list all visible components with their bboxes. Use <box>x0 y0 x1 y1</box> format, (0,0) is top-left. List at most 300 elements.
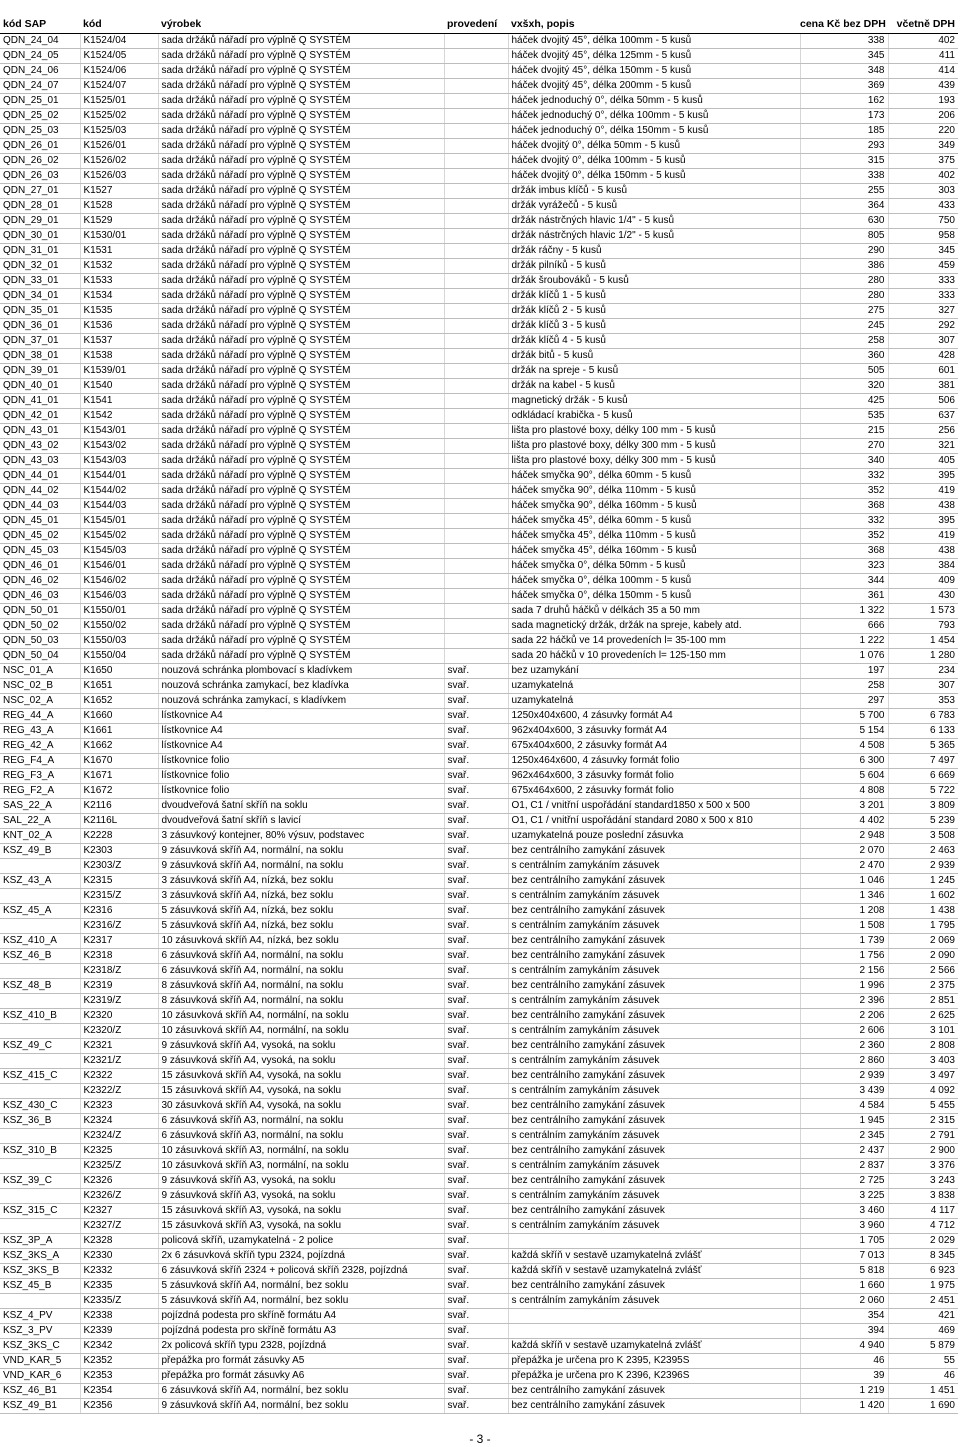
price-cell: 2 939 <box>800 1069 888 1084</box>
kod-cell: K2324/Z <box>80 1129 158 1144</box>
vyrobek-cell: sada držáků nářadí pro výplně Q SYSTÉM <box>158 49 444 64</box>
kod-cell: K1545/03 <box>80 544 158 559</box>
price-cell: 293 <box>800 139 888 154</box>
vyrobek-cell: lístkovnice folio <box>158 769 444 784</box>
provedeni-cell: svař. <box>444 1024 508 1039</box>
price-cell: 364 <box>800 199 888 214</box>
price-cell: 352 <box>800 484 888 499</box>
provedeni-cell: svař. <box>444 739 508 754</box>
kod-cell: K2116L <box>80 814 158 829</box>
kod-cell: K2319 <box>80 979 158 994</box>
vyrobek-cell: 10 zásuvková skříň A4, normální, na soklu <box>158 1024 444 1039</box>
provedeni-cell: svař. <box>444 889 508 904</box>
kod-sap-cell: NSC_01_A <box>0 664 80 679</box>
vyrobek-cell: sada držáků nářadí pro výplně Q SYSTÉM <box>158 259 444 274</box>
price-vat-cell: 958 <box>888 229 958 244</box>
price-vat-cell: 1 795 <box>888 919 958 934</box>
price-cell: 2 345 <box>800 1129 888 1144</box>
popis-cell: s centrálním zamykáním zásuvek <box>508 1159 800 1174</box>
price-cell: 297 <box>800 694 888 709</box>
kod-sap-cell: KSZ_310_B <box>0 1144 80 1159</box>
provedeni-cell <box>444 319 508 334</box>
popis-cell: bez centrálního zamykání zásuvek <box>508 1009 800 1024</box>
kod-cell: K1543/01 <box>80 424 158 439</box>
kod-cell: K1550/01 <box>80 604 158 619</box>
table-row <box>0 349 958 364</box>
table-row <box>0 814 958 829</box>
popis-cell: bez centrálního zamykání zásuvek <box>508 904 800 919</box>
price-vat-cell: 637 <box>888 409 958 424</box>
popis-cell: držák nástrčných hlavic 1/2" - 5 kusů <box>508 229 800 244</box>
price-vat-cell: 2 939 <box>888 859 958 874</box>
kod-cell: K2335 <box>80 1279 158 1294</box>
table-row <box>0 994 958 1009</box>
provedeni-cell: svař. <box>444 814 508 829</box>
kod-sap-cell: KSZ_410_A <box>0 934 80 949</box>
kod-sap-cell: QDN_50_01 <box>0 604 80 619</box>
table-row <box>0 49 958 64</box>
table-row <box>0 664 958 679</box>
price-cell: 2 837 <box>800 1159 888 1174</box>
provedeni-cell <box>444 289 508 304</box>
kod-sap-cell: KSZ_43_A <box>0 874 80 889</box>
provedeni-cell <box>444 394 508 409</box>
kod-sap-cell: REG_F3_A <box>0 769 80 784</box>
vyrobek-cell: 6 zásuvková skříň A4, normální, bez soklu <box>158 1384 444 1399</box>
popis-cell: háček smyčka 90°, délka 60mm - 5 kusů <box>508 469 800 484</box>
kod-cell: K1662 <box>80 739 158 754</box>
kod-sap-cell: QDN_44_02 <box>0 484 80 499</box>
price-cell: 4 508 <box>800 739 888 754</box>
kod-sap-cell: QDN_38_01 <box>0 349 80 364</box>
popis-cell: bez centrálního zamykání zásuvek <box>508 1144 800 1159</box>
vyrobek-cell: pojízdná podesta pro skříně formátu A4 <box>158 1309 444 1324</box>
popis-cell: bez centrálního zamykání zásuvek <box>508 1099 800 1114</box>
price-cell: 2 206 <box>800 1009 888 1024</box>
kod-cell: K2321 <box>80 1039 158 1054</box>
provedeni-cell: svař. <box>444 1129 508 1144</box>
price-cell: 348 <box>800 64 888 79</box>
price-vat-cell: 395 <box>888 514 958 529</box>
price-cell: 2 060 <box>800 1294 888 1309</box>
provedeni-cell <box>444 469 508 484</box>
table-row <box>0 844 958 859</box>
kod-cell: K2327/Z <box>80 1219 158 1234</box>
price-cell: 4 808 <box>800 784 888 799</box>
kod-sap-cell <box>0 1159 80 1174</box>
table-row <box>0 274 958 289</box>
price-cell: 185 <box>800 124 888 139</box>
vyrobek-cell: sada držáků nářadí pro výplně Q SYSTÉM <box>158 469 444 484</box>
kod-cell: K1661 <box>80 724 158 739</box>
table-row <box>0 1324 958 1339</box>
vyrobek-cell: sada držáků nářadí pro výplně Q SYSTÉM <box>158 139 444 154</box>
kod-cell: K1532 <box>80 259 158 274</box>
provedeni-cell <box>444 34 508 49</box>
table-row <box>0 124 958 139</box>
table-row <box>0 1084 958 1099</box>
kod-cell: K1539/01 <box>80 364 158 379</box>
price-vat-cell: 439 <box>888 79 958 94</box>
table-row <box>0 109 958 124</box>
provedeni-cell: svař. <box>444 1279 508 1294</box>
popis-cell: bez centrálního zamykání zásuvek <box>508 1039 800 1054</box>
popis-cell: s centrálním zamykáním zásuvek <box>508 1294 800 1309</box>
provedeni-cell: svař. <box>444 1054 508 1069</box>
header-row <box>0 14 958 34</box>
kod-cell: K1528 <box>80 199 158 214</box>
provedeni-cell: svař. <box>444 1069 508 1084</box>
vyrobek-cell: přepážka pro formát zásuvky A6 <box>158 1369 444 1384</box>
popis-cell: háček smyčka 0°, délka 100mm - 5 kusů <box>508 574 800 589</box>
popis-cell <box>508 1234 800 1249</box>
price-cell: 2 360 <box>800 1039 888 1054</box>
popis-cell: držák na spreje - 5 kusů <box>508 364 800 379</box>
provedeni-cell <box>444 574 508 589</box>
kod-sap-cell <box>0 1294 80 1309</box>
vyrobek-cell: sada držáků nářadí pro výplně Q SYSTÉM <box>158 109 444 124</box>
vyrobek-cell: 9 zásuvková skříň A4, vysoká, na soklu <box>158 1039 444 1054</box>
vyrobek-cell: sada držáků nářadí pro výplně Q SYSTÉM <box>158 274 444 289</box>
provedeni-cell <box>444 199 508 214</box>
table-row <box>0 694 958 709</box>
price-cell: 245 <box>800 319 888 334</box>
kod-cell: K2228 <box>80 829 158 844</box>
vyrobek-cell: sada držáků nářadí pro výplně Q SYSTÉM <box>158 454 444 469</box>
kod-cell: K1544/02 <box>80 484 158 499</box>
price-cell: 338 <box>800 169 888 184</box>
table-row <box>0 1099 958 1114</box>
table-row <box>0 1159 958 1174</box>
price-cell: 197 <box>800 664 888 679</box>
provedeni-cell <box>444 79 508 94</box>
vyrobek-cell: nouzová schránka plombovací s kladívkem <box>158 664 444 679</box>
popis-cell: bez centrálního zamykání zásuvek <box>508 844 800 859</box>
price-cell: 354 <box>800 1309 888 1324</box>
provedeni-cell: svař. <box>444 994 508 1009</box>
table-header <box>0 14 958 34</box>
kod-cell: K2330 <box>80 1249 158 1264</box>
popis-cell: s centrálním zamykáním zásuvek <box>508 1024 800 1039</box>
table-row <box>0 934 958 949</box>
kod-sap-cell: QDN_24_07 <box>0 79 80 94</box>
header-cena-bez-dph: cena Kč bez DPH <box>800 14 888 34</box>
kod-sap-cell: QDN_40_01 <box>0 379 80 394</box>
popis-cell: s centrálním zamykáním zásuvek <box>508 1189 800 1204</box>
kod-sap-cell: QDN_46_02 <box>0 574 80 589</box>
provedeni-cell: svař. <box>444 769 508 784</box>
popis-cell: lišta pro plastové boxy, délky 100 mm - 5 kusů <box>508 424 800 439</box>
table-row <box>0 1189 958 1204</box>
price-vat-cell: 6 783 <box>888 709 958 724</box>
kod-sap-cell: QDN_25_03 <box>0 124 80 139</box>
price-cell: 2 396 <box>800 994 888 1009</box>
price-vat-cell: 438 <box>888 499 958 514</box>
kod-sap-cell: QDN_50_02 <box>0 619 80 634</box>
price-cell: 320 <box>800 379 888 394</box>
kod-sap-cell: KSZ_48_B <box>0 979 80 994</box>
price-vat-cell: 409 <box>888 574 958 589</box>
vyrobek-cell: 5 zásuvková skříň A4, nízká, bez soklu <box>158 919 444 934</box>
vyrobek-cell: 3 zásuvkový kontejner, 80% výsuv, podstavec <box>158 829 444 844</box>
table-row <box>0 394 958 409</box>
popis-cell: O1, C1 / vnitřní uspořádání standard1850 x 500 x 500 <box>508 799 800 814</box>
kod-sap-cell: QDN_39_01 <box>0 364 80 379</box>
kod-sap-cell <box>0 1219 80 1234</box>
popis-cell: držák šroubováků - 5 kusů <box>508 274 800 289</box>
table-row <box>0 1369 958 1384</box>
price-cell: 173 <box>800 109 888 124</box>
vyrobek-cell: 6 zásuvková skříň A3, normální, na soklu <box>158 1114 444 1129</box>
kod-cell: K1540 <box>80 379 158 394</box>
popis-cell: uzamykatelná <box>508 679 800 694</box>
kod-cell: K2318 <box>80 949 158 964</box>
provedeni-cell <box>444 454 508 469</box>
kod-sap-cell: KSZ_45_B <box>0 1279 80 1294</box>
kod-cell: K1543/03 <box>80 454 158 469</box>
popis-cell: s centrálním zamykáním zásuvek <box>508 1054 800 1069</box>
price-vat-cell: 2 090 <box>888 949 958 964</box>
price-vat-cell: 419 <box>888 484 958 499</box>
kod-cell: K1530/01 <box>80 229 158 244</box>
popis-cell: 1250x404x600, 4 zásuvky formát A4 <box>508 709 800 724</box>
vyrobek-cell: sada držáků nářadí pro výplně Q SYSTÉM <box>158 169 444 184</box>
price-cell: 1 346 <box>800 889 888 904</box>
price-vat-cell: 4 092 <box>888 1084 958 1099</box>
table-row <box>0 304 958 319</box>
price-cell: 3 225 <box>800 1189 888 1204</box>
vyrobek-cell: sada držáků nářadí pro výplně Q SYSTÉM <box>158 79 444 94</box>
popis-cell: držák klíčů 3 - 5 kusů <box>508 319 800 334</box>
price-cell: 1 996 <box>800 979 888 994</box>
table-row <box>0 1174 958 1189</box>
price-vat-cell: 3 376 <box>888 1159 958 1174</box>
provedeni-cell: svař. <box>444 1009 508 1024</box>
popis-cell: bez uzamykání <box>508 664 800 679</box>
price-cell: 368 <box>800 544 888 559</box>
price-cell: 5 818 <box>800 1264 888 1279</box>
table-row <box>0 1294 958 1309</box>
table-row <box>0 1009 958 1024</box>
price-cell: 258 <box>800 679 888 694</box>
price-vat-cell: 381 <box>888 379 958 394</box>
price-cell: 630 <box>800 214 888 229</box>
kod-cell: K1525/03 <box>80 124 158 139</box>
popis-cell: lišta pro plastové boxy, délky 300 mm - 5 kusů <box>508 454 800 469</box>
provedeni-cell: svař. <box>444 1159 508 1174</box>
kod-cell: K1529 <box>80 214 158 229</box>
provedeni-cell: svař. <box>444 964 508 979</box>
kod-cell: K1525/02 <box>80 109 158 124</box>
kod-sap-cell: QDN_46_03 <box>0 589 80 604</box>
popis-cell: háček dvojitý 45°, délka 200mm - 5 kusů <box>508 79 800 94</box>
vyrobek-cell: 5 zásuvková skříň A4, nízká, bez soklu <box>158 904 444 919</box>
vyrobek-cell: 3 zásuvková skříň A4, nízká, bez soklu <box>158 889 444 904</box>
provedeni-cell <box>444 94 508 109</box>
vyrobek-cell: 8 zásuvková skříň A4, normální, na soklu <box>158 994 444 1009</box>
price-vat-cell: 3 508 <box>888 829 958 844</box>
kod-cell: K1526/01 <box>80 139 158 154</box>
provedeni-cell <box>444 484 508 499</box>
price-vat-cell: 421 <box>888 1309 958 1324</box>
popis-cell: bez centrálního zamykání zásuvek <box>508 1384 800 1399</box>
popis-cell: přepážka je určena pro K 2396, K2396S <box>508 1369 800 1384</box>
kod-cell: K1542 <box>80 409 158 424</box>
price-cell: 805 <box>800 229 888 244</box>
price-cell: 3 439 <box>800 1084 888 1099</box>
kod-cell: K2322 <box>80 1069 158 1084</box>
vyrobek-cell: 30 zásuvková skříň A4, vysoká, na soklu <box>158 1099 444 1114</box>
table-row <box>0 529 958 544</box>
kod-sap-cell: KSZ_315_C <box>0 1204 80 1219</box>
table-row <box>0 229 958 244</box>
table-row <box>0 1219 958 1234</box>
provedeni-cell <box>444 64 508 79</box>
price-vat-cell: 2 566 <box>888 964 958 979</box>
price-cell: 386 <box>800 259 888 274</box>
kod-cell: K2335/Z <box>80 1294 158 1309</box>
provedeni-cell: svař. <box>444 934 508 949</box>
table-row <box>0 619 958 634</box>
popis-cell: bez centrálního zamykání zásuvek <box>508 1174 800 1189</box>
popis-cell: háček smyčka 45°, délka 160mm - 5 kusů <box>508 544 800 559</box>
popis-cell <box>508 1309 800 1324</box>
kod-sap-cell: REG_F2_A <box>0 784 80 799</box>
kod-sap-cell: QDN_45_03 <box>0 544 80 559</box>
price-cell: 505 <box>800 364 888 379</box>
popis-cell: držák bitů - 5 kusů <box>508 349 800 364</box>
kod-sap-cell: KSZ_415_C <box>0 1069 80 1084</box>
popis-cell: uzamykatelná <box>508 694 800 709</box>
kod-sap-cell: KSZ_4_PV <box>0 1309 80 1324</box>
provedeni-cell <box>444 424 508 439</box>
kod-cell: K2320/Z <box>80 1024 158 1039</box>
price-vat-cell: 402 <box>888 34 958 49</box>
kod-sap-cell: KSZ_410_B <box>0 1009 80 1024</box>
price-cell: 5 700 <box>800 709 888 724</box>
header-kod: kód <box>80 14 158 34</box>
kod-cell: K1546/02 <box>80 574 158 589</box>
provedeni-cell <box>444 529 508 544</box>
price-cell: 2 070 <box>800 844 888 859</box>
kod-cell: K2324 <box>80 1114 158 1129</box>
provedeni-cell <box>444 649 508 664</box>
kod-cell: K1660 <box>80 709 158 724</box>
price-vat-cell: 292 <box>888 319 958 334</box>
kod-sap-cell <box>0 994 80 1009</box>
table-row <box>0 1384 958 1399</box>
vyrobek-cell: 15 zásuvková skříň A4, vysoká, na soklu <box>158 1084 444 1099</box>
popis-cell: 1250x464x600, 4 zásuvky formát folio <box>508 754 800 769</box>
price-vat-cell: 303 <box>888 184 958 199</box>
popis-cell: držák nástrčných hlavic 1/4" - 5 kusů <box>508 214 800 229</box>
provedeni-cell: svař. <box>444 1384 508 1399</box>
table-row <box>0 949 958 964</box>
vyrobek-cell: sada držáků nářadí pro výplně Q SYSTÉM <box>158 424 444 439</box>
popis-cell: háček jednoduchý 0°, délka 150mm - 5 kusů <box>508 124 800 139</box>
vyrobek-cell: sada držáků nářadí pro výplně Q SYSTÉM <box>158 34 444 49</box>
price-cell: 5 154 <box>800 724 888 739</box>
provedeni-cell: svař. <box>444 859 508 874</box>
vyrobek-cell: sada držáků nářadí pro výplně Q SYSTÉM <box>158 289 444 304</box>
kod-sap-cell <box>0 889 80 904</box>
price-cell: 394 <box>800 1324 888 1339</box>
kod-cell: K1524/06 <box>80 64 158 79</box>
vyrobek-cell: lístkovnice folio <box>158 754 444 769</box>
kod-sap-cell: QDN_29_01 <box>0 214 80 229</box>
price-vat-cell: 3 101 <box>888 1024 958 1039</box>
price-cell: 1 945 <box>800 1114 888 1129</box>
kod-cell: K2320 <box>80 1009 158 1024</box>
price-vat-cell: 234 <box>888 664 958 679</box>
price-vat-cell: 349 <box>888 139 958 154</box>
provedeni-cell <box>444 589 508 604</box>
vyrobek-cell: sada držáků nářadí pro výplně Q SYSTÉM <box>158 484 444 499</box>
provedeni-cell: svař. <box>444 664 508 679</box>
kod-sap-cell: QDN_46_01 <box>0 559 80 574</box>
kod-cell: K2303 <box>80 844 158 859</box>
kod-cell: K2322/Z <box>80 1084 158 1099</box>
page-number: - 3 - <box>469 1432 491 1446</box>
provedeni-cell: svař. <box>444 1249 508 1264</box>
table-row <box>0 649 958 664</box>
vyrobek-cell: 9 zásuvková skříň A4, vysoká, na soklu <box>158 1054 444 1069</box>
kod-sap-cell: REG_44_A <box>0 709 80 724</box>
vyrobek-cell: 15 zásuvková skříň A3, vysoká, na soklu <box>158 1219 444 1234</box>
kod-sap-cell <box>0 1189 80 1204</box>
kod-sap-cell <box>0 964 80 979</box>
provedeni-cell: svař. <box>444 1309 508 1324</box>
vyrobek-cell: 9 zásuvková skříň A4, normální, na soklu <box>158 844 444 859</box>
kod-cell: K2352 <box>80 1354 158 1369</box>
vyrobek-cell: sada držáků nářadí pro výplně Q SYSTÉM <box>158 199 444 214</box>
table-row <box>0 64 958 79</box>
kod-cell: K2332 <box>80 1264 158 1279</box>
popis-cell: háček smyčka 45°, délka 60mm - 5 kusů <box>508 514 800 529</box>
price-cell: 2 606 <box>800 1024 888 1039</box>
table-row <box>0 94 958 109</box>
popis-cell: sada 20 háčků v 10 provedeních l= 125-150 mm <box>508 649 800 664</box>
popis-cell: uzamykatelná pouze poslední zásuvka <box>508 829 800 844</box>
kod-cell: K1531 <box>80 244 158 259</box>
price-vat-cell: 402 <box>888 169 958 184</box>
price-vat-cell: 469 <box>888 1324 958 1339</box>
table-row <box>0 454 958 469</box>
kod-cell: K2326/Z <box>80 1189 158 1204</box>
price-vat-cell: 46 <box>888 1369 958 1384</box>
price-cell: 39 <box>800 1369 888 1384</box>
popis-cell: s centrálním zamykáním zásuvek <box>508 919 800 934</box>
provedeni-cell <box>444 244 508 259</box>
price-vat-cell: 1 438 <box>888 904 958 919</box>
kod-cell: K2323 <box>80 1099 158 1114</box>
price-vat-cell: 1 975 <box>888 1279 958 1294</box>
price-list-table <box>0 14 958 1414</box>
vyrobek-cell: sada držáků nářadí pro výplně Q SYSTÉM <box>158 559 444 574</box>
price-vat-cell: 433 <box>888 199 958 214</box>
kod-sap-cell <box>0 1054 80 1069</box>
price-vat-cell: 1 602 <box>888 889 958 904</box>
table-row <box>0 499 958 514</box>
vyrobek-cell: sada držáků nářadí pro výplně Q SYSTÉM <box>158 64 444 79</box>
vyrobek-cell: sada držáků nářadí pro výplně Q SYSTÉM <box>158 319 444 334</box>
popis-cell: háček dvojitý 45°, délka 125mm - 5 kusů <box>508 49 800 64</box>
kod-sap-cell: QDN_43_03 <box>0 454 80 469</box>
price-vat-cell: 6 133 <box>888 724 958 739</box>
table-row <box>0 199 958 214</box>
vyrobek-cell: 15 zásuvková skříň A3, vysoká, na soklu <box>158 1204 444 1219</box>
price-vat-cell: 55 <box>888 1354 958 1369</box>
